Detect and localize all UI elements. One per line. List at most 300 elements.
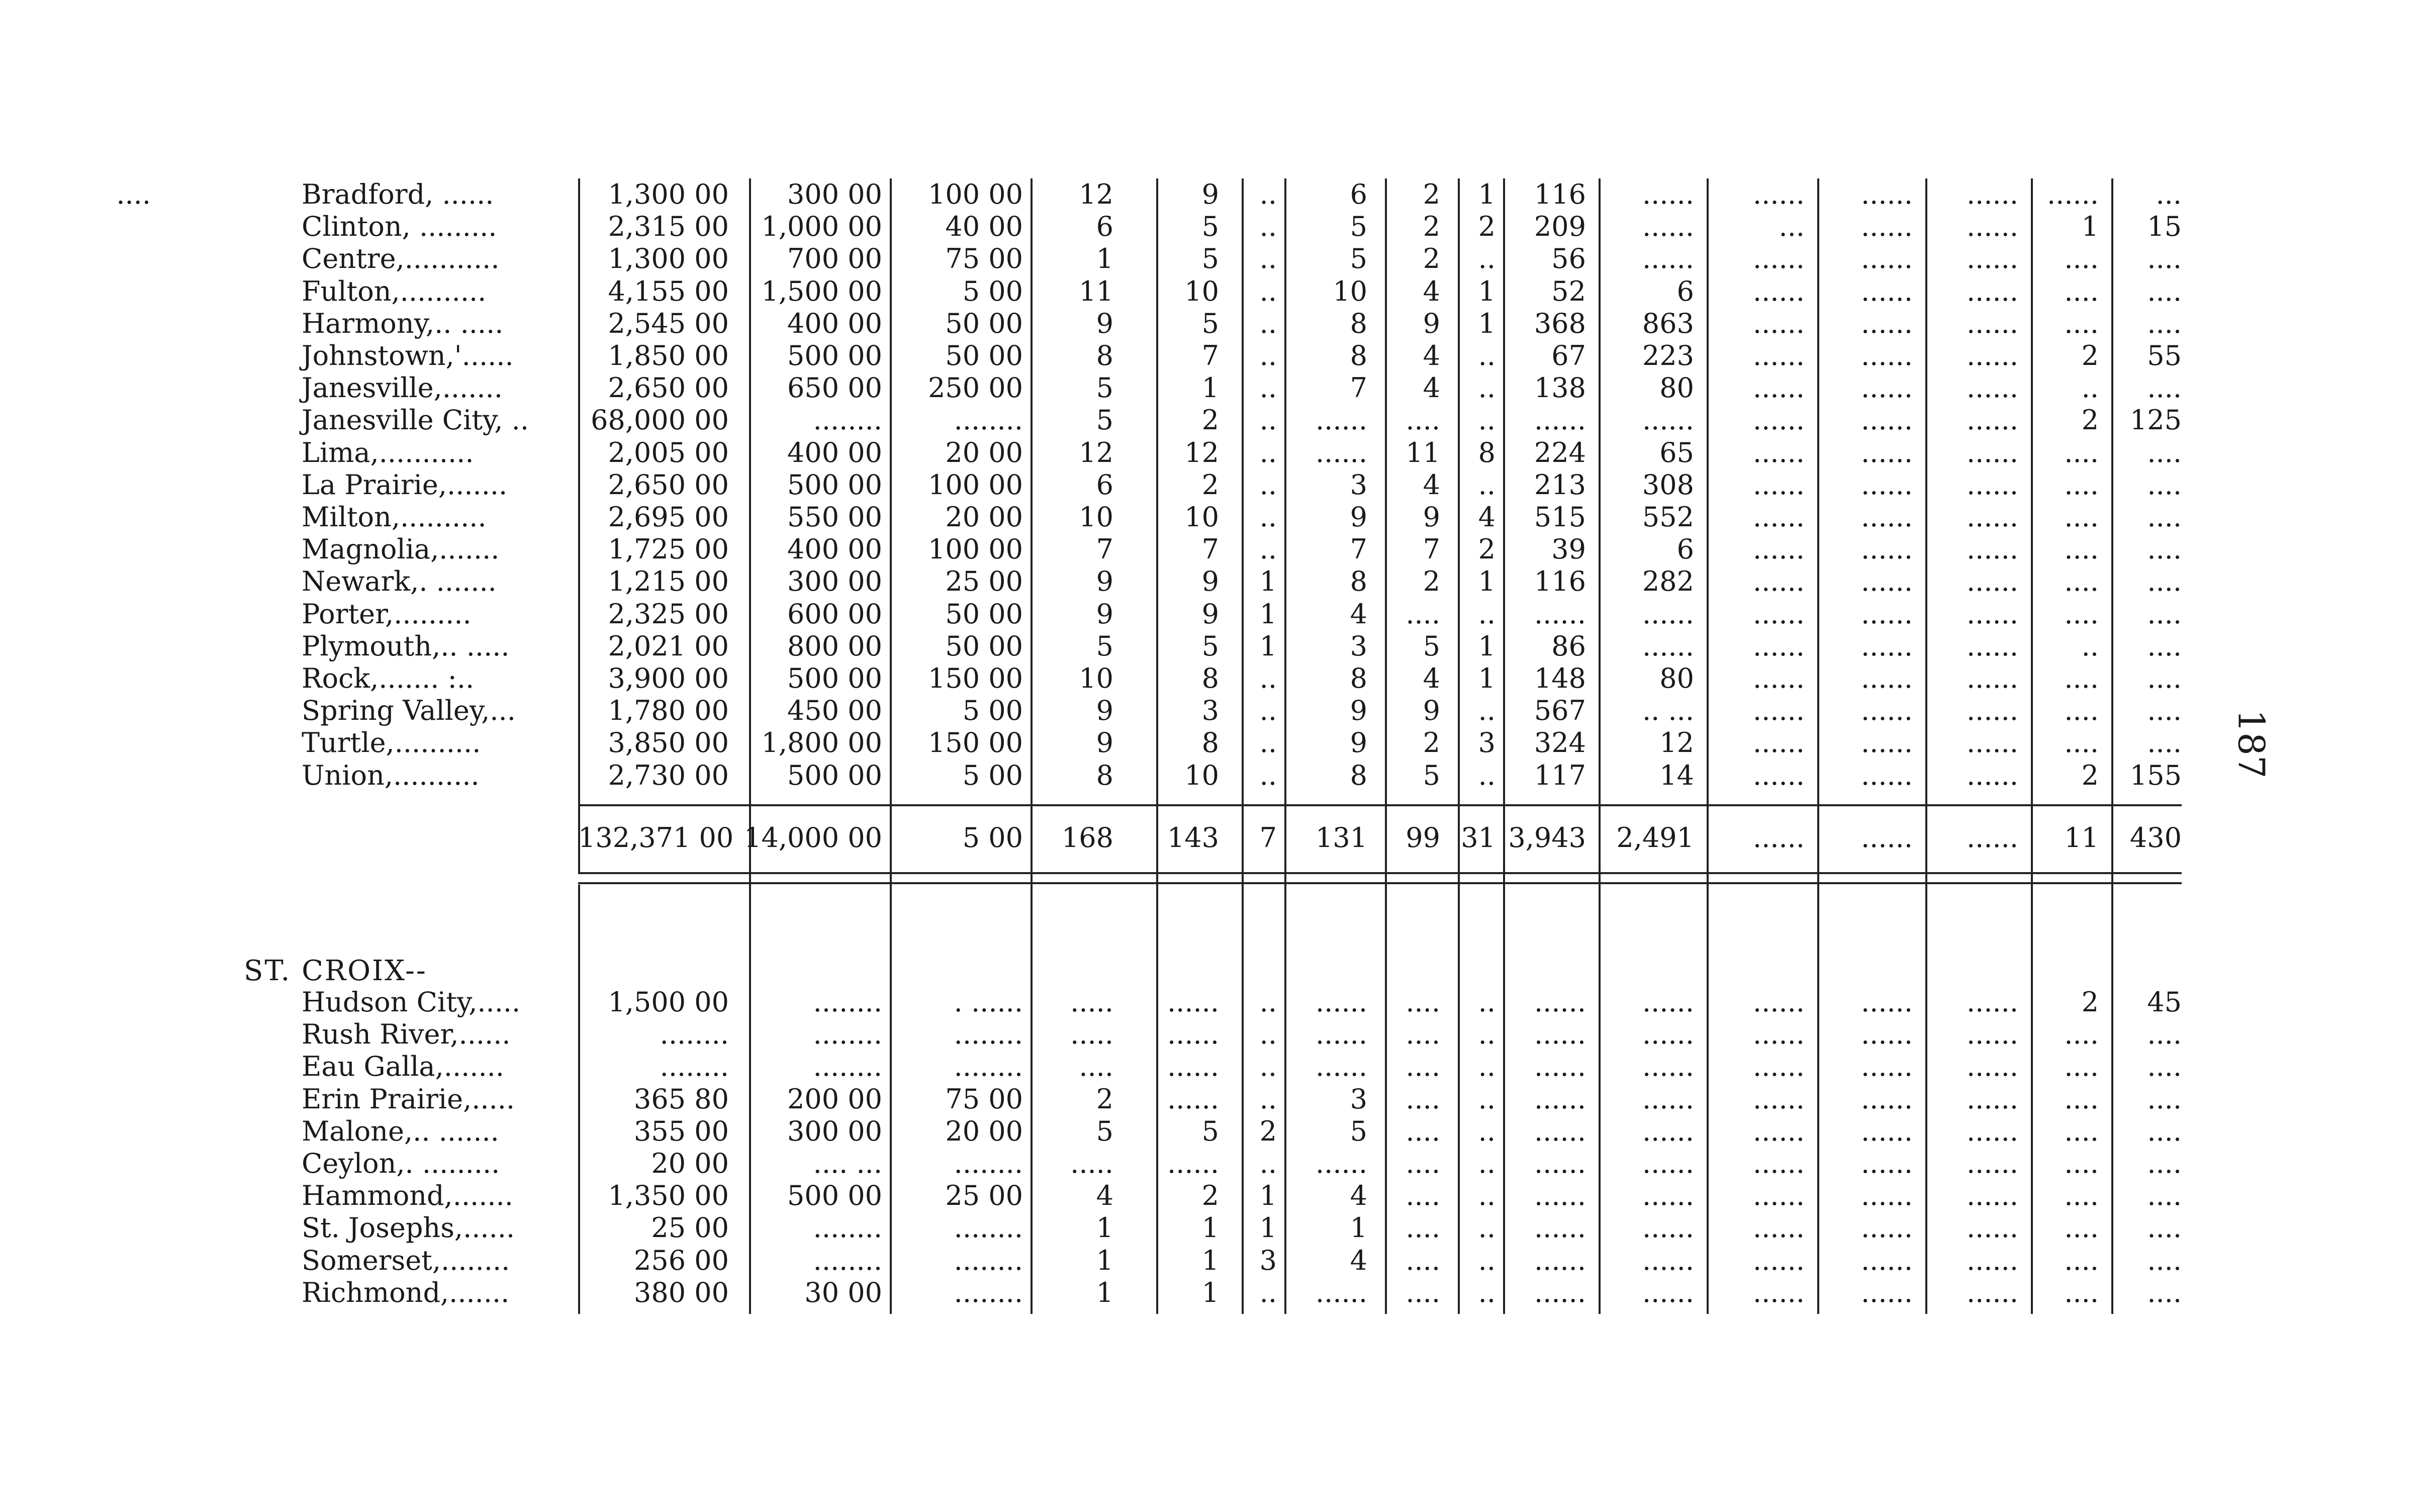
table-cell: ....	[2064, 468, 2099, 501]
column-rule	[1385, 885, 1387, 1314]
table-cell: ......	[1753, 565, 1805, 598]
table-cell: ......	[1753, 1276, 1805, 1308]
table-cell: ...	[1779, 211, 1805, 243]
table-cell: ......	[1967, 372, 2018, 404]
table-cell: ..	[1259, 404, 1277, 436]
table-cell: ......	[1642, 211, 1694, 243]
table-cell: 3	[1350, 1083, 1367, 1115]
table-cell: 365 80	[634, 1083, 729, 1115]
table-cell: 50 00	[945, 340, 1023, 371]
table-cell: ..	[1478, 468, 1496, 501]
table-cell: ....	[1406, 1115, 1440, 1147]
table-cell: ........	[660, 1051, 729, 1083]
table-cell: ..	[1259, 372, 1277, 404]
table-cell: ......	[1967, 340, 2018, 371]
table-cell: 9	[1096, 727, 1113, 759]
total-cell: 143	[1167, 822, 1219, 854]
table-cell: ........	[813, 1051, 882, 1083]
table-cell: 567	[1534, 695, 1586, 727]
total-cell: 168	[1061, 822, 1113, 854]
table-cell: ......	[1967, 468, 2018, 501]
table-cell: ..	[1478, 340, 1496, 371]
table-cell: 1,850 00	[608, 340, 729, 371]
row-label: Erin Prairie,.....	[302, 1083, 515, 1115]
table-cell: 2	[1201, 468, 1219, 501]
table-cell: 4	[1423, 663, 1440, 694]
table-cell: ......	[1753, 663, 1805, 694]
column-rule	[1385, 178, 1387, 885]
table-cell: ......	[1861, 986, 1913, 1018]
column-rule	[1458, 885, 1460, 1314]
total-cell: 7	[1259, 822, 1277, 854]
table-cell: 4	[1423, 275, 1440, 307]
table-cell: 2	[1423, 243, 1440, 275]
table-cell: 4	[1096, 1180, 1113, 1212]
table-cell: 2	[2081, 759, 2099, 791]
table-cell: ......	[1967, 1148, 2018, 1179]
table-cell: ......	[1753, 1018, 1805, 1051]
table-cell: 9	[1350, 727, 1367, 759]
table-cell: 40 00	[945, 211, 1023, 243]
column-rule	[2111, 885, 2113, 1314]
table-cell: 3	[1350, 468, 1367, 501]
table-cell: ........	[954, 404, 1023, 436]
table-cell: ......	[1534, 1083, 1586, 1115]
table-cell: 56	[1551, 243, 1586, 275]
table-cell: 12	[1184, 436, 1219, 468]
table-cell: ......	[1167, 1083, 1219, 1115]
table-cell: ........	[954, 1148, 1023, 1179]
table-cell: ..	[1259, 340, 1277, 371]
table-cell: ......	[1642, 404, 1694, 436]
table-cell: ....	[1406, 1180, 1440, 1212]
table-cell: ....	[2147, 598, 2182, 630]
table-cell: 450 00	[787, 695, 882, 727]
table-cell: 5	[1350, 243, 1367, 275]
table-cell: 25 00	[651, 1212, 729, 1244]
table-cell: ....	[2064, 1018, 2099, 1051]
table-cell: 10	[1184, 759, 1219, 791]
table-cell: 8	[1350, 340, 1367, 371]
table-cell: 1,000 00	[761, 211, 882, 243]
table-cell: ......	[1316, 1148, 1367, 1179]
table-cell: 650 00	[787, 372, 882, 404]
row-label: Porter,.........	[302, 598, 472, 630]
table-cell: ......	[1167, 1051, 1219, 1083]
table-cell: ..	[1259, 986, 1277, 1018]
table-cell: ........	[813, 1018, 882, 1051]
row-label: Ceylon,. .........	[302, 1148, 500, 1179]
table-cell: ......	[1861, 1244, 1913, 1276]
table-cell: ....	[2064, 598, 2099, 630]
table-cell: ....	[1406, 1083, 1440, 1115]
table-cell: 100 00	[928, 468, 1023, 501]
table-cell: 5	[1350, 211, 1367, 243]
table-cell: 4	[1350, 1180, 1367, 1212]
table-cell: 9	[1201, 598, 1219, 630]
table-cell: ....	[2064, 1180, 2099, 1212]
table-cell: ....	[1406, 1018, 1440, 1051]
table-cell: 4	[1350, 598, 1367, 630]
table-cell: 12	[1079, 178, 1113, 210]
table-cell: 400 00	[787, 533, 882, 565]
row-label: Spring Valley,...	[302, 695, 516, 727]
column-rule	[1031, 178, 1033, 885]
table-cell: ....	[2147, 1018, 2182, 1051]
column-rule	[1707, 885, 1709, 1314]
table-cell: 4,155 00	[608, 275, 729, 307]
table-cell: ......	[1861, 275, 1913, 307]
table-cell: 10	[1079, 663, 1113, 694]
table-cell: 1,300 00	[608, 178, 729, 210]
table-cell: ....	[2064, 1148, 2099, 1179]
table-cell: 50 00	[945, 630, 1023, 662]
table-cell: ......	[1642, 1018, 1694, 1051]
table-cell: 14	[1659, 759, 1694, 791]
total-cell: 132,371 00	[578, 822, 734, 854]
column-rule	[1707, 178, 1709, 885]
table-cell: 50 00	[945, 307, 1023, 339]
table-cell: ......	[1967, 1115, 2018, 1147]
table-cell: .....	[1070, 1148, 1113, 1179]
table-cell: 3	[1350, 630, 1367, 662]
table-cell: ......	[1642, 1276, 1694, 1308]
table-cell: 5	[1423, 759, 1440, 791]
table-cell: ..	[2081, 372, 2099, 404]
table-cell: 800 00	[787, 630, 882, 662]
table-cell: ........	[813, 404, 882, 436]
table-cell: 25 00	[945, 565, 1023, 598]
table-cell: ......	[1861, 1148, 1913, 1179]
table-cell: 1	[1478, 630, 1496, 662]
table-cell: ......	[1753, 1051, 1805, 1083]
table-cell: 3,850 00	[608, 727, 729, 759]
row-label: Hammond,.......	[302, 1180, 513, 1212]
table-cell: 148	[1534, 663, 1586, 694]
table-cell: 12	[1659, 727, 1694, 759]
column-rule	[1242, 178, 1244, 885]
table-cell: 9	[1096, 598, 1113, 630]
table-cell: 1	[1201, 1276, 1219, 1308]
table-cell: ......	[1861, 372, 1913, 404]
row-label: Magnolia,.......	[302, 533, 500, 565]
table-cell: ......	[1534, 1115, 1586, 1147]
table-cell: ......	[1967, 404, 2018, 436]
table-cell: 150 00	[928, 663, 1023, 694]
table-cell: ..	[1478, 372, 1496, 404]
table-cell: ....	[2064, 1083, 2099, 1115]
table-cell: ....	[2147, 372, 2182, 404]
table-cell: 1	[1201, 372, 1219, 404]
table-cell: 552	[1642, 501, 1694, 533]
table-cell: 50 00	[945, 598, 1023, 630]
table-cell: 2	[1423, 565, 1440, 598]
table-cell: 5 00	[962, 695, 1023, 727]
table-cell: ....	[2147, 565, 2182, 598]
table-cell: ......	[1642, 1244, 1694, 1276]
table-cell: ....	[1406, 404, 1440, 436]
table-cell: 2	[2081, 986, 2099, 1018]
table-cell: ......	[1861, 1051, 1913, 1083]
table-cell: 5 00	[962, 759, 1023, 791]
table-cell: 20 00	[945, 1115, 1023, 1147]
table-cell: ....	[2147, 243, 2182, 275]
table-cell: 1	[1478, 178, 1496, 210]
table-cell: 1	[1259, 630, 1277, 662]
table-cell: ......	[1753, 1180, 1805, 1212]
table-cell: ......	[1861, 630, 1913, 662]
double-rule	[578, 872, 2182, 874]
table-cell: 2	[2081, 340, 2099, 371]
table-cell: ....	[2064, 565, 2099, 598]
table-cell: 6	[1676, 275, 1694, 307]
column-rule	[578, 178, 580, 872]
table-cell: ......	[1642, 1180, 1694, 1212]
table-cell: ........	[660, 1018, 729, 1051]
table-cell: 1,300 00	[608, 243, 729, 275]
table-cell: ......	[1861, 1180, 1913, 1212]
table-cell: ......	[1642, 1083, 1694, 1115]
table-cell: ......	[1861, 695, 1913, 727]
table-cell: 1	[1478, 663, 1496, 694]
table-cell: ....	[2147, 1180, 2182, 1212]
table-cell: 100 00	[928, 533, 1023, 565]
table-cell: ..	[1259, 1083, 1277, 1115]
table-cell: 282	[1642, 565, 1694, 598]
table-cell: 223	[1642, 340, 1694, 371]
table-cell: 15	[2147, 211, 2182, 243]
table-cell: ......	[1861, 501, 1913, 533]
table-cell: 1,500 00	[761, 275, 882, 307]
row-label: Johnstown,'......	[302, 340, 514, 371]
table-cell: ....	[2064, 1051, 2099, 1083]
table-cell: ....	[2147, 727, 2182, 759]
table-cell: ........	[813, 986, 882, 1018]
table-cell: 5	[1423, 630, 1440, 662]
table-cell: 3	[1201, 695, 1219, 727]
table-cell: ..	[1478, 986, 1496, 1018]
table-cell: ......	[1967, 663, 2018, 694]
row-label: Richmond,.......	[302, 1276, 510, 1308]
table-cell: 9	[1350, 501, 1367, 533]
table-cell: 68,000 00	[591, 404, 729, 436]
table-cell: 1	[1201, 1212, 1219, 1244]
table-cell: ......	[1316, 404, 1367, 436]
table-cell: ......	[1316, 1276, 1367, 1308]
table-cell: ....	[2147, 533, 2182, 565]
table-cell: ......	[1861, 1115, 1913, 1147]
table-cell: 1	[1350, 1212, 1367, 1244]
table-cell: 500 00	[787, 1180, 882, 1212]
table-cell: ..	[1259, 1051, 1277, 1083]
table-cell: ......	[1861, 211, 1913, 243]
section-title: ST. CROIX--	[244, 955, 427, 987]
table-cell: ....	[2064, 1276, 2099, 1308]
table-cell: 4	[1423, 340, 1440, 371]
table-cell: 7	[1096, 533, 1113, 565]
table-cell: ......	[1642, 630, 1694, 662]
row-label: Rush River,......	[302, 1018, 511, 1051]
table-cell: ..	[1259, 727, 1277, 759]
table-cell: 6	[1096, 211, 1113, 243]
table-cell: 1	[1259, 1212, 1277, 1244]
table-cell: ..	[1259, 501, 1277, 533]
table-cell: 213	[1534, 468, 1586, 501]
table-cell: 324	[1534, 727, 1586, 759]
table-cell: ......	[1967, 986, 2018, 1018]
table-cell: ..	[1259, 1018, 1277, 1051]
table-cell: ......	[1967, 1276, 2018, 1308]
table-cell: 80	[1659, 372, 1694, 404]
table-cell: ......	[1861, 404, 1913, 436]
table-cell: 11	[1079, 275, 1113, 307]
column-rule	[2031, 885, 2033, 1314]
table-cell: ......	[1167, 1018, 1219, 1051]
table-cell: 1	[1259, 598, 1277, 630]
table-cell: ......	[1861, 533, 1913, 565]
table-cell: 1,780 00	[608, 695, 729, 727]
table-cell: ....	[2147, 1276, 2182, 1308]
table-cell: ....	[2064, 436, 2099, 468]
row-label: La Prairie,.......	[302, 468, 508, 501]
table-cell: 80	[1659, 663, 1694, 694]
table-cell: ..	[1478, 404, 1496, 436]
table-cell: ......	[1534, 1212, 1586, 1244]
table-cell: 12	[1079, 436, 1113, 468]
table-cell: ......	[1642, 1051, 1694, 1083]
table-cell: ......	[1167, 1148, 1219, 1179]
table-cell: ....	[2064, 533, 2099, 565]
table-cell: ......	[1967, 565, 2018, 598]
table-cell: ..	[1478, 759, 1496, 791]
table-cell: ......	[1642, 1212, 1694, 1244]
column-rule	[1599, 885, 1601, 1314]
table-cell: ....	[2147, 307, 2182, 339]
table-cell: ...	[2156, 178, 2182, 210]
table-cell: ......	[1861, 598, 1913, 630]
table-cell: 1	[1259, 1180, 1277, 1212]
table-cell: ......	[1967, 501, 2018, 533]
table-cell: 300 00	[787, 565, 882, 598]
table-cell: ......	[1753, 1148, 1805, 1179]
table-cell: ......	[1861, 1018, 1913, 1051]
table-cell: ........	[813, 1244, 882, 1276]
table-cell: ........	[954, 1018, 1023, 1051]
table-cell: ..	[1259, 695, 1277, 727]
table-cell: ..	[1478, 1051, 1496, 1083]
row-label: Bradford, ......	[302, 178, 494, 210]
table-cell: ......	[1534, 404, 1586, 436]
table-cell: 10	[1184, 501, 1219, 533]
total-cell: 99	[1406, 822, 1440, 854]
table-cell: 86	[1551, 630, 1586, 662]
table-cell: 2,650 00	[608, 468, 729, 501]
table-cell: 500 00	[787, 759, 882, 791]
table-cell: ......	[1967, 1018, 2018, 1051]
table-cell: ..	[1478, 598, 1496, 630]
table-cell: 7	[1423, 533, 1440, 565]
table-cell: .. ...	[1642, 695, 1694, 727]
table-cell: 500 00	[787, 468, 882, 501]
table-cell: ....	[2064, 307, 2099, 339]
row-label: Centre,...........	[302, 243, 500, 275]
table-cell: 2	[1423, 178, 1440, 210]
table-cell: ......	[1967, 436, 2018, 468]
table-cell: ......	[1753, 1212, 1805, 1244]
row-label: Union,..........	[302, 759, 480, 791]
table-cell: 1	[1259, 565, 1277, 598]
total-cell: 31	[1461, 822, 1496, 854]
table-cell: ......	[1642, 986, 1694, 1018]
table-cell: 10	[1184, 275, 1219, 307]
table-cell: 4	[1350, 1244, 1367, 1276]
table-cell: 67	[1551, 340, 1586, 371]
table-cell: ....	[2147, 1115, 2182, 1147]
table-cell: 9	[1096, 565, 1113, 598]
table-cell: 11	[1406, 436, 1440, 468]
table-cell: 5 00	[962, 275, 1023, 307]
table-cell: ......	[1861, 178, 1913, 210]
table-cell: ......	[1967, 275, 2018, 307]
table-cell: ......	[1967, 243, 2018, 275]
table-cell: 2	[1096, 1083, 1113, 1115]
table-cell: ....	[2064, 275, 2099, 307]
table-cell: ......	[1861, 243, 1913, 275]
row-label: Newark,. .......	[302, 565, 497, 598]
table-cell: ......	[1967, 598, 2018, 630]
table-cell: ......	[1534, 598, 1586, 630]
table-cell: 5	[1096, 630, 1113, 662]
table-cell: ......	[1642, 243, 1694, 275]
table-cell: ......	[1753, 501, 1805, 533]
table-cell: 400 00	[787, 436, 882, 468]
table-cell: 1	[2081, 211, 2099, 243]
column-rule	[890, 178, 892, 885]
table-cell: 2	[1478, 211, 1496, 243]
table-cell: 20 00	[945, 501, 1023, 533]
table-cell: ......	[1753, 533, 1805, 565]
table-cell: ......	[1753, 436, 1805, 468]
table-cell: ......	[1861, 1276, 1913, 1308]
table-cell: 2,730 00	[608, 759, 729, 791]
table-cell: ....	[2147, 468, 2182, 501]
column-rule	[749, 178, 751, 885]
table-cell: ..	[1259, 1276, 1277, 1308]
table-cell: 1	[1096, 1212, 1113, 1244]
table-cell: 500 00	[787, 663, 882, 694]
table-cell: 65	[1659, 436, 1694, 468]
table-cell: ......	[1642, 178, 1694, 210]
column-rule	[1242, 885, 1244, 1314]
table-cell: ....	[1406, 1244, 1440, 1276]
table-cell: 224	[1534, 436, 1586, 468]
table-cell: 117	[1534, 759, 1586, 791]
table-cell: 1	[1096, 1244, 1113, 1276]
table-cell: ....	[1406, 1212, 1440, 1244]
table-cell: ......	[1753, 372, 1805, 404]
table-cell: ....	[2064, 663, 2099, 694]
row-label: Malone,.. .......	[302, 1115, 499, 1147]
table-cell: 4	[1423, 372, 1440, 404]
table-cell: 9	[1350, 695, 1367, 727]
table-cell: ....	[2147, 1148, 2182, 1179]
table-cell: ....	[1079, 1051, 1113, 1083]
table-cell: 300 00	[787, 178, 882, 210]
table-cell: ......	[1534, 1180, 1586, 1212]
table-cell: ..	[1478, 1115, 1496, 1147]
table-cell: ......	[1534, 1018, 1586, 1051]
table-cell: ......	[1861, 307, 1913, 339]
